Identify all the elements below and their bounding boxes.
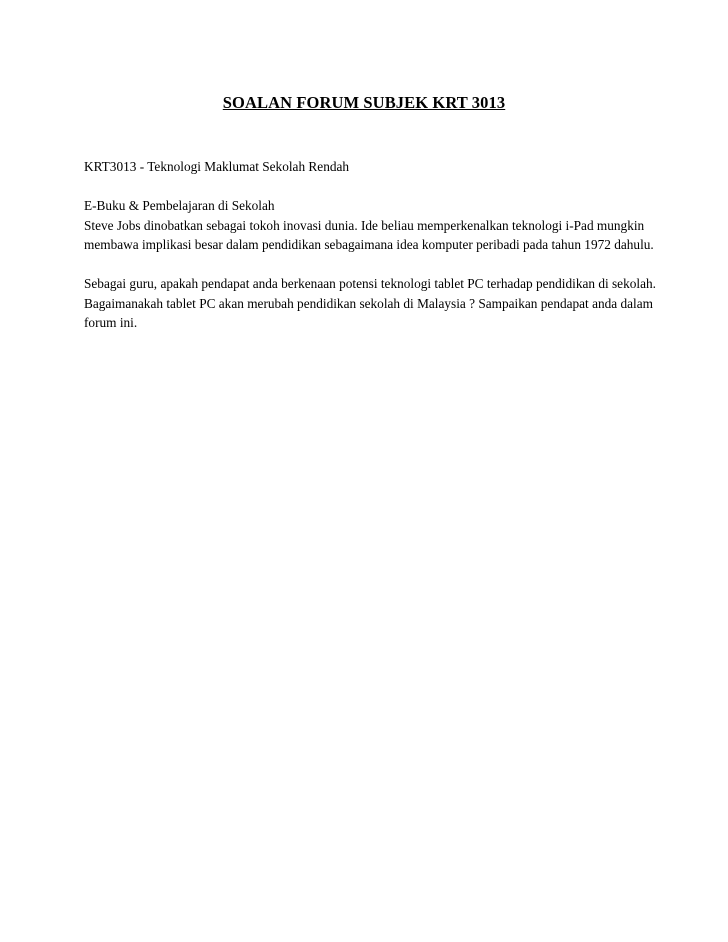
spacer: [84, 255, 664, 275]
document-body: [84, 157, 664, 333]
course-line: KRT3013 - Teknologi Maklumat Sekolah Rendah: [84, 159, 350, 174]
spacer: [84, 177, 664, 197]
document-title: SOALAN FORUM SUBJEK KRT 3013: [222, 93, 506, 112]
paragraph-intro: Steve Jobs dinobatkan sebagai tokoh inovasi dunia. Ide beliau memperkenalkan teknologi i-Pad mungkin membawa implikasi besar dalam pendidikan sebagaimana idea komputer peribadi pada tahun 1972 dahulu.: [84, 217, 654, 252]
section-heading: E-Buku & Pembelajaran di Sekolah: [84, 198, 275, 213]
paragraph-question: Sebagai guru, apakah pendapat anda berkenaan potensi teknologi tablet PC terhadap pendidikan di sekolah. Bagaimanakah tablet PC akan merubah pendidikan sekolah di Malaysia ? Sampaikan pendapat anda dalam forum ini.: [84, 276, 656, 330]
